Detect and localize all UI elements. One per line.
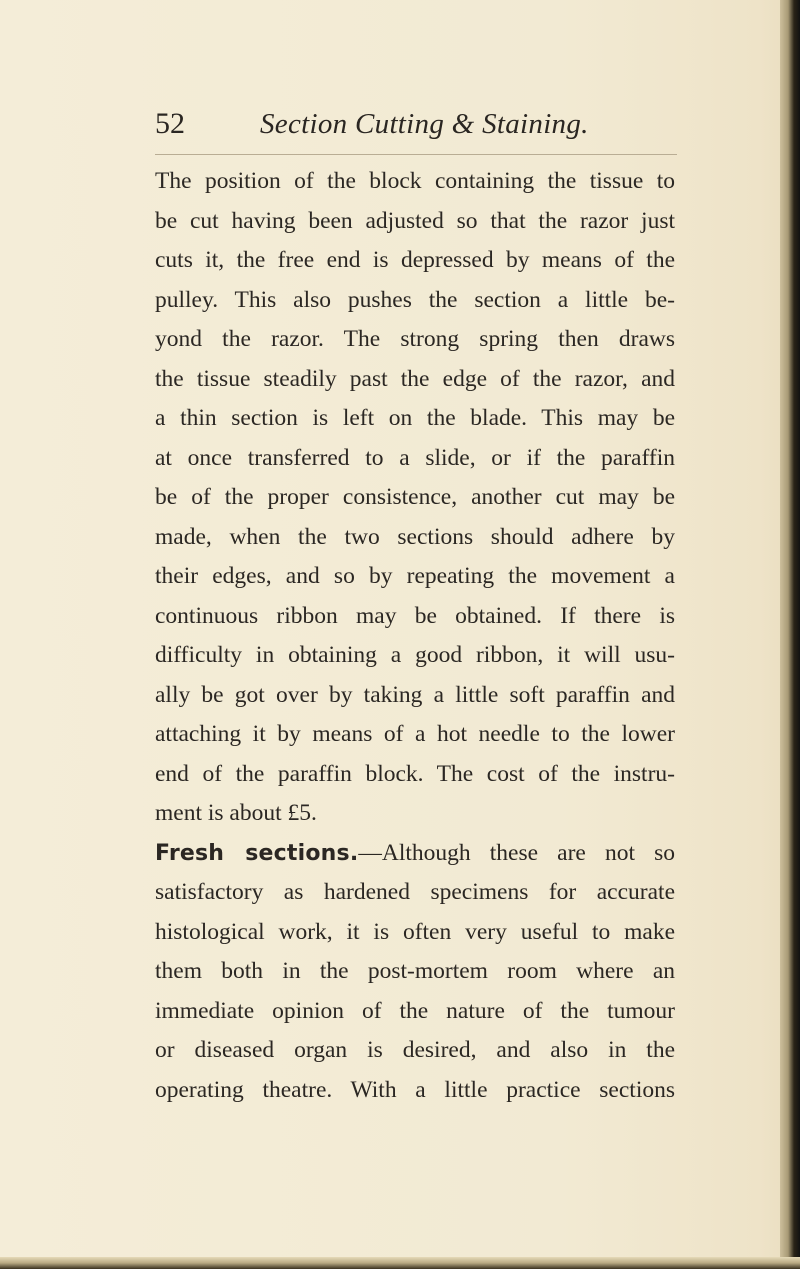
text-line: their edges, and so by repeating the movement a (155, 563, 675, 589)
header-rule (155, 154, 677, 155)
text-line: histological work, it is often very useful to make (155, 918, 675, 945)
text-line: yond the razor. The strong spring then draws (155, 326, 675, 352)
text-line: be cut having been adjusted so that the razor just (155, 207, 675, 234)
text-line: or diseased organ is desired, and also in the (155, 1037, 675, 1063)
body-text (155, 162, 675, 1110)
text-line: The position of the block containing the tissue to (155, 168, 675, 194)
text-line: operating theatre. With a little practice sections (155, 1076, 675, 1103)
page-bottom-edge (0, 1257, 800, 1269)
text-line: ally be got over by taking a little soft paraffin and (155, 681, 675, 708)
running-title: Section Cutting & Staining. (260, 108, 589, 140)
text-line: them both in the post-mortem room where an (155, 958, 675, 984)
text-line: made, when the two sections should adhere by (155, 523, 675, 550)
text-line: the tissue steadily past the edge of the razor, and (155, 365, 675, 392)
text-line-with-heading (155, 834, 675, 874)
text-line: ment is about £5. (155, 800, 317, 826)
paragraph-fresh-sections (155, 834, 675, 1111)
section-heading: Fresh sections. (155, 840, 359, 866)
paragraph-microtome (155, 162, 675, 834)
text-line: be of the proper consistence, another cut may be (155, 484, 675, 510)
text-line: attaching it by means of a hot needle to the lower (155, 721, 675, 747)
text-line: immediate opinion of the nature of the tumour (155, 997, 675, 1024)
page-edge-shadow (780, 0, 800, 1269)
text-line: end of the paraffin block. The cost of the instru- (155, 760, 675, 787)
text-line: satisfactory as hardened specimens for accurate (155, 879, 675, 905)
heading-continuation: —Although these are not so (358, 839, 675, 866)
text-line: a thin section is left on the blade. This may be (155, 405, 675, 431)
text-line: difficulty in obtaining a good ribbon, it will usu- (155, 642, 675, 668)
text-line: cuts it, the free end is depressed by means of the (155, 247, 675, 273)
text-line: pulley. This also pushes the section a little be- (155, 286, 675, 313)
page-number: 52 (155, 107, 185, 140)
running-header (155, 104, 675, 148)
text-line: continuous ribbon may be obtained. If there is (155, 602, 675, 629)
text-line: at once transferred to a slide, or if the paraffin (155, 444, 675, 471)
